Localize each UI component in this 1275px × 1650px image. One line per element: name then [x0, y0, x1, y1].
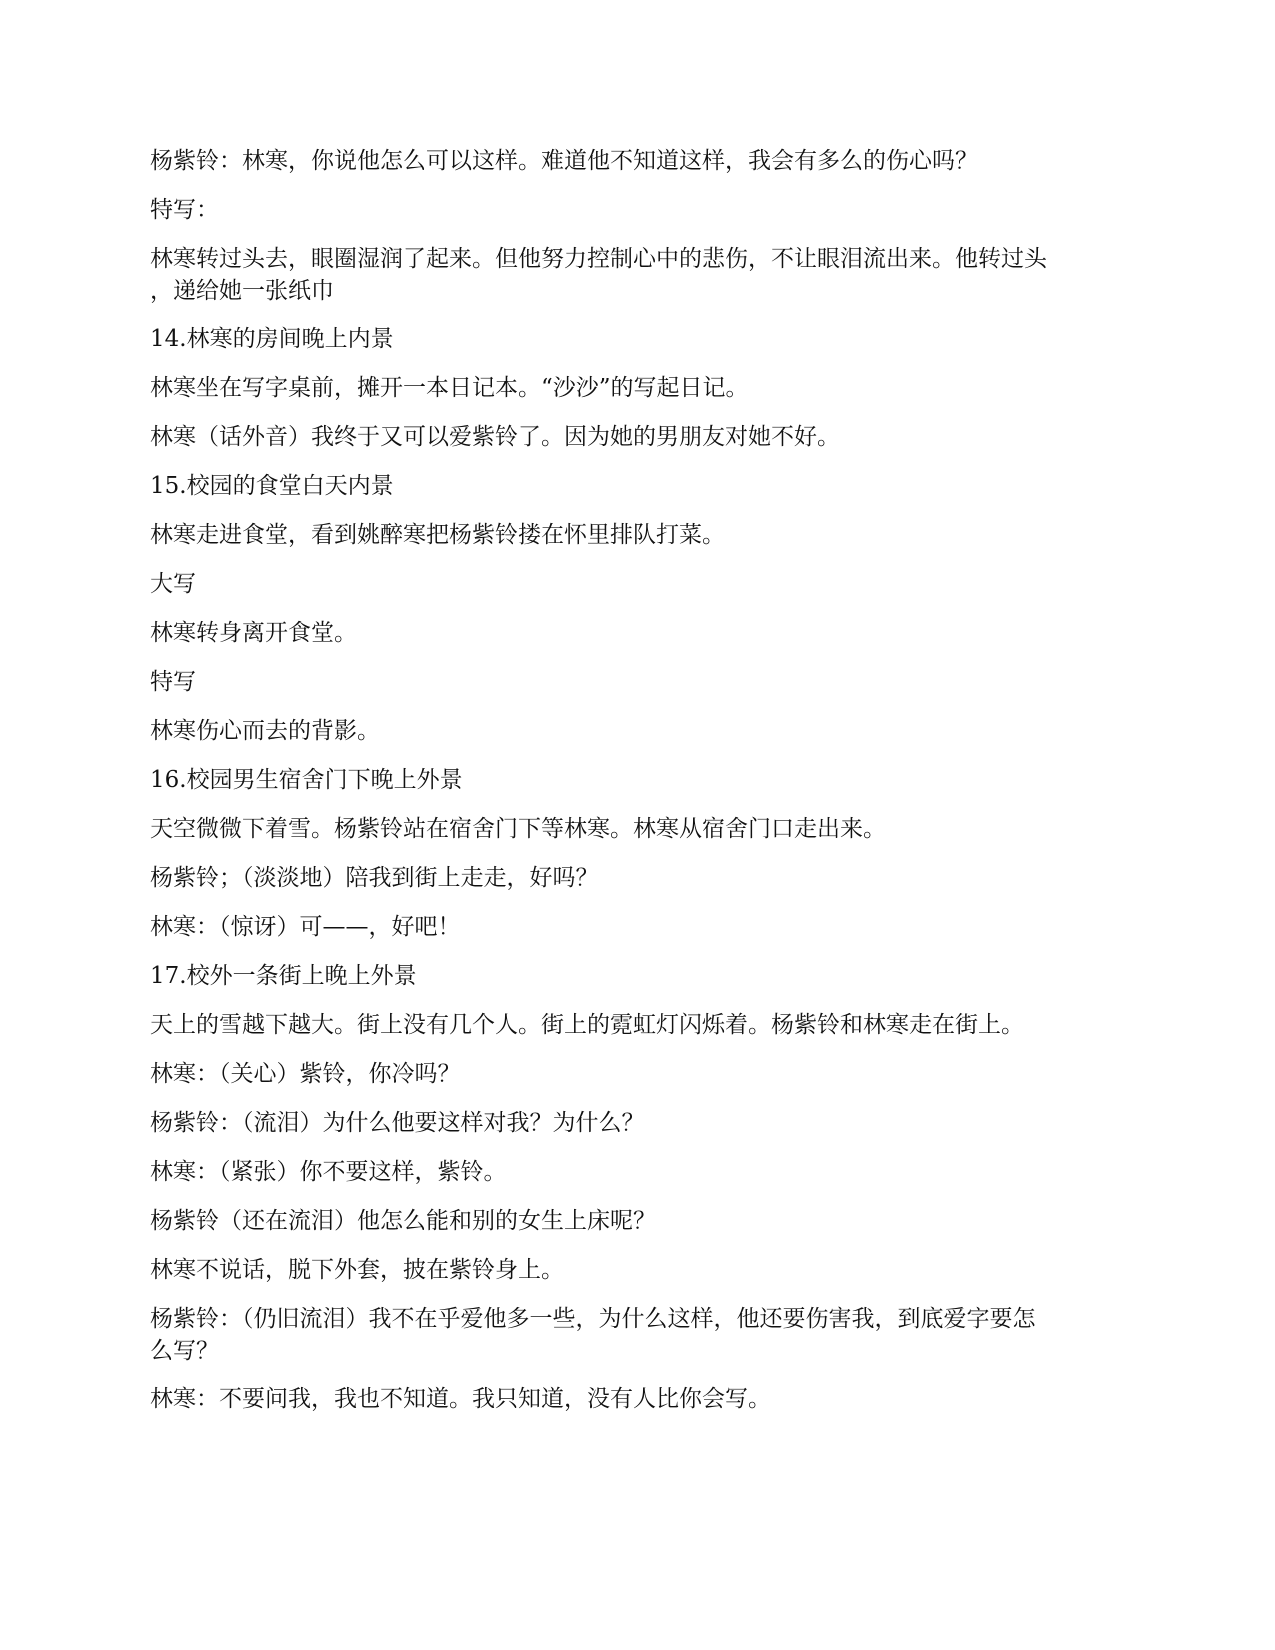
- action-line: 林寒走进食堂，看到姚醉寒把杨紫铃搂在怀里排队打菜。: [150, 522, 725, 548]
- action-line: 林寒转过头去，眼圈湿润了起来。但他努力控制心中的悲伤，不让眼泪流出来。他转过头 ，递给她一张纸巾: [150, 246, 1047, 304]
- scene-heading: 16.校园男生宿舍门下晚上外景: [150, 767, 463, 793]
- action-line: 天空微微下着雪。杨紫铃站在宿舍门下等林寒。林寒从宿舍门口走出来。: [150, 816, 886, 842]
- dialogue-line: 杨紫铃（还在流泪）他怎么能和别的女生上床呢？: [150, 1208, 656, 1234]
- scene-heading: 17.校外一条街上晚上外景: [150, 963, 417, 989]
- dialogue-line: 杨紫铃；（淡淡地）陪我到街上走走，好吗？: [150, 865, 599, 891]
- scene-heading: 14.林寒的房间晚上内景: [150, 326, 394, 352]
- dialogue-line: 林寒：（紧张）你不要这样，紫铃。: [150, 1159, 507, 1185]
- dialogue-line: 林寒：（关心）紫铃，你冷吗？: [150, 1061, 461, 1087]
- dialogue-line: 林寒（话外音）我终于又可以爱紫铃了。因为她的男朋友对她不好。: [150, 424, 840, 450]
- dialogue-line: 杨紫铃：（流泪）为什么他要这样对我？为什么？: [150, 1110, 645, 1136]
- action-line: 林寒伤心而去的背影。: [150, 718, 380, 744]
- document-page: [150, 145, 1130, 1432]
- action-line: 天上的雪越下越大。街上没有几个人。街上的霓虹灯闪烁着。杨紫铃和林寒走在街上。: [150, 1012, 1024, 1038]
- dialogue-line: 林寒：不要问我，我也不知道。我只知道，没有人比你会写。: [150, 1386, 771, 1412]
- scene-heading: 15.校园的食堂白天内景: [150, 473, 394, 499]
- shot-direction: 大写: [150, 571, 196, 597]
- shot-direction: 特写: [150, 669, 196, 695]
- dialogue-line: 林寒：（惊讶）可——，好吧！: [150, 914, 461, 940]
- dialogue-line: 杨紫铃：林寒，你说他怎么可以这样。难道他不知道这样，我会有多么的伤心吗？: [150, 148, 978, 174]
- dialogue-line: 杨紫铃：（仍旧流泪）我不在乎爱他多一些，为什么这样，他还要伤害我，到底爱字要怎 么写？: [150, 1306, 1036, 1364]
- shot-direction: 特写：: [150, 197, 219, 223]
- action-line: 林寒转身离开食堂。: [150, 620, 357, 646]
- action-line: 林寒坐在写字桌前，摊开一本日记本。“沙沙”的写起日记。: [150, 375, 749, 401]
- action-line: 林寒不说话，脱下外套，披在紫铃身上。: [150, 1257, 564, 1283]
